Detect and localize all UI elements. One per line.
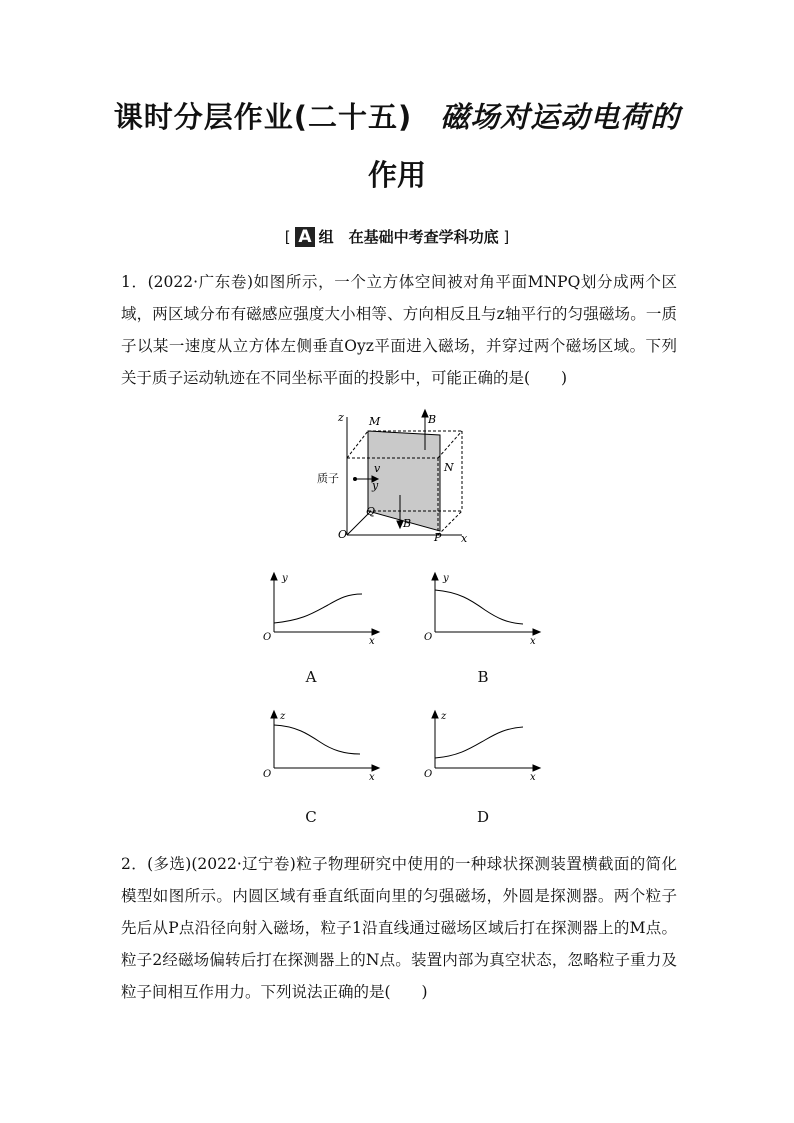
question-1-text: 1．(2022·广东卷)如图所示，一个立方体空间被对角平面MNPQ划分成两个区域，两区域分布有磁感应强度大小相等、方向相反且与z轴平行的匀强磁场。一质子以某一速度从立方体左侧垂直Oyz平面进入磁场，并穿过两个磁场区域。下列关于质子运动轨迹在不同坐标平面的投影中，可能正确的是( ) [121,273,677,387]
label-v: v [374,462,381,475]
label-b-bottom: B [403,517,412,530]
label-o: O [338,528,348,541]
group-heading [0,226,794,247]
title-part-b: 磁场对运动电荷的 [440,100,681,134]
option-b-graph [419,568,543,648]
group-bracket-open: [ [284,228,291,246]
label-proton: 质子 [317,472,339,485]
label-n: N [444,461,454,474]
label-y: y [372,479,379,492]
option-c-origin: O [263,769,272,780]
group-badge: A [295,227,314,247]
cube-figure [310,405,480,547]
option-a-graph [258,568,382,648]
option-d-graph [419,708,543,788]
option-c-curve [274,725,360,754]
group-label: 组 在基础中考查学科功底 [318,228,499,246]
title-line-1 [0,95,794,136]
option-c-axis-h: x [369,772,375,783]
question-2-text: 2．(多选)(2022·辽宁卷)粒子物理研究中使用的一种球状探测装置横截面的简化模型如图所示。内圆区域有垂直纸面向里的匀强磁场，外圆是探测器。两个粒子先后从P点沿径向射入磁场，粒子1沿直线通过磁场区域后打在探测器上的M点。粒子2经磁场偏转后打在探测器上的N点。装置内部为真空状态，忽略粒子重力及粒子间相互作用力。下列说法正确的是( ) [121,855,677,1001]
label-z: z [338,411,344,424]
option-a-axis-v: y [282,573,288,584]
option-c-label[interactable]: C [305,808,317,826]
option-b-origin: O [424,632,433,643]
option-a-axis-h: x [369,636,375,647]
option-b-curve [435,590,523,624]
label-q: Q [366,505,376,518]
label-x: x [461,532,468,545]
option-a-curve [274,594,362,623]
diagonal-plane-mnpq [368,431,440,531]
option-d-axis-h: x [530,772,536,783]
title-line-2: 作用 [367,158,426,192]
title-part-a: 课时分层作业(二十五) [113,100,413,134]
option-d-origin: O [424,769,433,780]
option-a-origin: O [263,632,272,643]
group-bracket-close: ] [503,228,510,246]
option-b-axis-h: x [530,636,536,647]
option-c-axis-v: z [280,711,286,722]
option-d-axis-v: z [441,711,447,722]
label-m: M [369,415,381,428]
option-d-label[interactable]: D [476,808,490,826]
label-p: P [434,531,442,544]
option-c-graph [258,708,382,788]
option-b-axis-v: y [443,573,449,584]
option-d-curve [435,727,523,758]
option-b-label[interactable]: B [477,668,489,686]
label-b-top: B [428,413,437,426]
option-a-label[interactable]: A [305,668,317,686]
